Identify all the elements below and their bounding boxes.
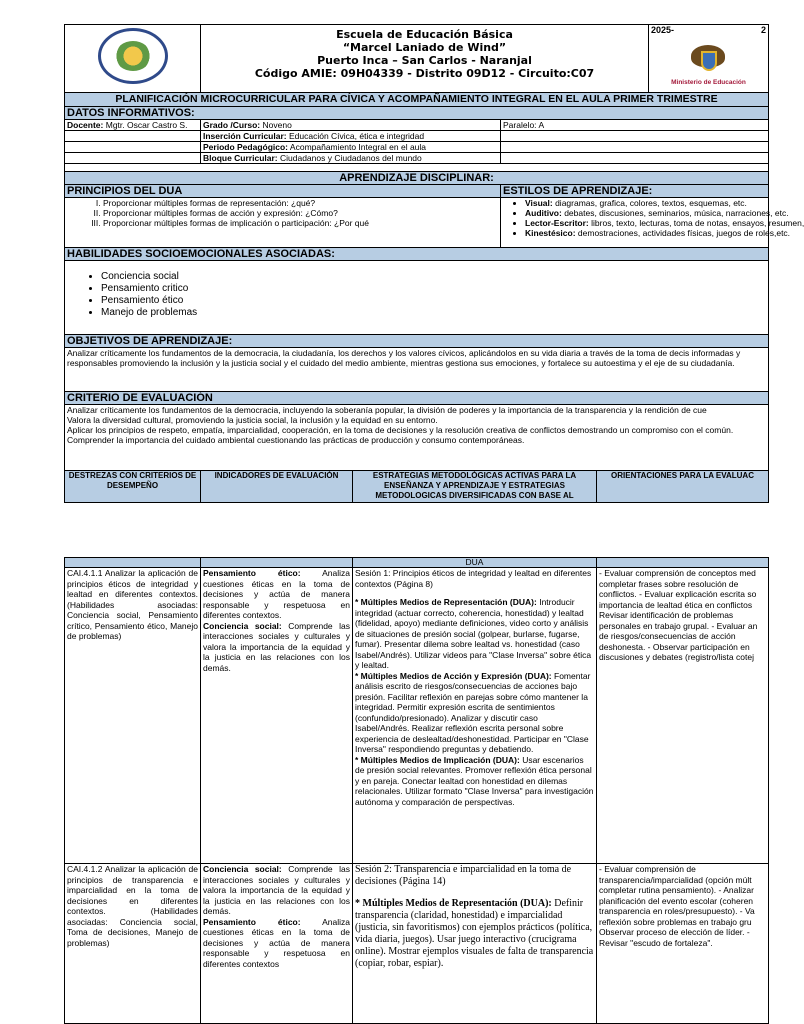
criterio-line: Comprender la importancia del cuidado ambiental cuestionando las prácticas de producción y consumo contemporáneas. <box>67 435 525 445</box>
objetivos-content-row <box>65 348 769 392</box>
estilos-cell <box>501 198 804 248</box>
school-year: 2025- <box>651 25 675 35</box>
criterio-cell <box>65 405 769 471</box>
criterio-line: Analizar críticamente los fundamentos de la democracia, incluyendo la soberanía popular, la división de poderes y la importancia de la transparencia y la rendición de cue <box>67 405 707 415</box>
lesson-row-1 <box>65 568 769 864</box>
col-destrezas: DESTREZAS CON CRITERIOS DE DESEMPEÑO <box>65 471 201 503</box>
sesion-title: Sesión 1: Principios éticos de integridad y lealtad en diferentes contextos (Página 8) <box>355 568 592 589</box>
estrategia-cell: Sesión 1: Principios éticos de integridad y lealtad en diferentes contextos (Página 8) * Múltiples Medios de Representación (DUA): Introducir integridad (actuar correcto, coherencia, honestidad) y lealtad (fidelidad, apoyo) mediante definiciones, video corto y análisis de situaciones de presión social (golpear, burlarse, fugarse, fumar). Presentar dilema sobre lealtad vs. honestidad (caso Isabel/Andrés). Utilizar videos para "Clase Inversa" sobre ética y lealtad. * Múltiples Medios de Acción y Expresión (DUA): Fomentar análisis escrito de riesgos/consecuencias de acciones bajo presión. Facilitar reflexión en parejas sobre cómo mantener la integridad. Permitir expresión escrita de sentimientos (confundido/presionado). Analizar y discutir caso Isabel/Andrés. Realizar reflexión escrita personal sobre experiencia de deslealtad/deshonestidad. Participar en "Clase Inversa" respondiendo preguntas y debatiendo. * Múltiples Medios de Implicación (DUA): Usar escenarios de presión social relevantes. Promover reflexión ética personal y en pareja. Conectar lealtad con honestidad en dilemas relacionales. Utilizar formato "Clase Inversa" para investigación autónoma y comparación de perspectivas. <box>353 568 597 864</box>
lesson-table <box>64 557 769 1024</box>
criterio-line: Valora la diversidad cultural, promoviendo la justicia social, la inclusión y la equidad en su entorno. <box>67 415 438 425</box>
col-estrategias: ESTRATEGIAS METODOLÓGICAS ACTIVAS PARA LA ENSEÑANZA Y APRENDIZAJE Y ESTRATEGIAS METODOLOGICAS DIVERSIFICADAS CON BASE AL <box>353 471 597 503</box>
periodo-row <box>65 142 769 153</box>
principios-list <box>67 198 498 228</box>
ministry-label: Ministerio de Educación <box>671 79 746 86</box>
paralelo-label: Paralelo: <box>503 120 537 130</box>
estilo-item: • Auditivo: debates, discusiones, seminarios, música, narraciones, etc. <box>525 208 766 218</box>
columns-header-row <box>65 471 769 503</box>
habilidades-heading-row <box>65 248 769 261</box>
school-subname: “Marcel Laniado de Wind” <box>342 41 507 54</box>
habilidad-item: • Pensamiento critico <box>101 283 766 295</box>
insercion-row <box>65 131 769 142</box>
habilidades-heading: HABILIDADES SOCIOEMOCIONALES ASOCIADAS: <box>65 248 769 261</box>
columns-table <box>64 470 769 503</box>
sesion-title: Sesión 2: Transparencia e imparcialidad en la toma de decisiones (Página 14) <box>355 864 572 887</box>
estilos-list <box>503 198 804 238</box>
header-row <box>65 25 769 93</box>
principios-cell <box>65 198 501 248</box>
school-seal-icon <box>98 28 168 84</box>
coat-of-arms-icon <box>691 41 727 77</box>
habilidades-list <box>67 271 766 319</box>
bloque-value: Ciudadanos y Ciudadanos del mundo <box>280 153 422 163</box>
objetivos-text: Analizar críticamente los fundamentos de la democracia, la ciudadanía, los derechos y los valores cívicos, aplicándolos en su vida diaria a través de la toma de decis informadas y responsables promoviendo la inclusión y la justicia social y el cuidado del medio ambiente, mientras gestiona sus emociones, y fortalece su autoestima y el eje de su ciudadanía. <box>65 348 769 392</box>
aprendizaje-heading: APRENDIZAJE DISCIPLINAR: <box>65 172 769 185</box>
datos-heading: DATOS INFORMATIVOS: <box>65 107 769 120</box>
school-year-end: 2 <box>760 25 766 35</box>
criterio-line: Aplicar los principios de respeto, empatía, imparcialidad, cooperación, en la toma de decisiones y la resolución creativa de conflictos demostrando un compromiso con el común. <box>67 425 734 435</box>
destreza-cell: CAI.4.1.2 Analizar la aplicación de principios de transparencia e imparcialidad en la toma de decisiones en diferentes contextos. (Habilidades asociadas: Conciencia social, Toma de decisiones, Manejo de problemas) <box>65 864 201 1024</box>
periodo-value: Acompañamiento Integral en el aula <box>289 142 427 152</box>
dua-content-row <box>65 198 769 248</box>
periodo-label: Periodo Pedagógico: <box>203 142 289 152</box>
indicador-cell: Pensamiento ético: Analiza cuestiones éticas en la toma de decisiones y actúa de manera responsable y respetuosa en diferentes contextos. Conciencia social: Comprende las interacciones sociales y culturales y valora la importancia de la equidad y la justicia en las relaciones con los demás. <box>201 568 353 864</box>
col-orientaciones: ORIENTACIONES PARA LA EVALUAC <box>597 471 769 503</box>
bloque-row <box>65 153 769 164</box>
criterio-content-row <box>65 405 769 471</box>
destreza-cell: CAI.4.1.1 Analizar la aplicación de principios éticos de integridad y lealtad en diferentes contextos. (Habilidades asociadas: Conciencia social, Pensamiento crítico, Pensamiento ético, Manejo de problemas) <box>65 568 201 864</box>
plan-title: PLANIFICACIÓN MICROCURRICULAR PARA CÍVICA Y ACOMPAÑAMIENTO INTEGRAL EN EL AULA PRIMER TRIMESTRE <box>65 93 769 107</box>
estrategia-cell: Sesión 2: Transparencia e imparcialidad en la toma de decisiones (Página 14) * Múltiples Medios de Representación (DUA): Definir transparencia (claridad, honestidad) e imparcialidad (justicia, sin favoritismos) con ejemplos prácticos (política, vida diaria, juegos). Usar juego interactivo (crucigrama online). Mostrar ejemplos visuales de falta de transparencia (copiar, robar, espiar). <box>353 864 597 1024</box>
aprendizaje-heading-row <box>65 172 769 185</box>
school-info <box>201 25 649 93</box>
principio-item: II. Proporcionar múltiples formas de acción y expresión: ¿Cómo? <box>103 208 498 218</box>
estilos-heading: ESTILOS DE APRENDIZAJE: <box>501 185 769 198</box>
principio-item: III. Proporcionar múltiples formas de implicación o participación: ¿Por qué <box>103 218 498 228</box>
dua-label-row <box>65 558 769 568</box>
dua-heading-row <box>65 185 769 198</box>
objetivos-heading: OBJETIVOS DE APRENDIZAJE: <box>65 335 769 348</box>
spacer-row <box>65 164 769 172</box>
docente-label: Docente: <box>67 120 104 130</box>
bloque-label: Bloque Curricular: <box>203 153 278 163</box>
planning-sheet <box>64 24 804 1024</box>
estilo-item: • Visual: diagramas, grafica, colores, textos, esquemas, etc. <box>525 198 766 208</box>
school-name: Escuela de Educación Básica <box>336 28 513 41</box>
logo-cell <box>65 25 201 93</box>
docente-value: Mgtr. Oscar Castro S. <box>105 120 188 130</box>
principios-heading: PRINCIPIOS DEL DUA <box>65 185 501 198</box>
orientacion-cell: - Evaluar comprensión de transparencia/imparcialidad (opción múlt completar rutina pensamiento). - Analizar planificación del evento escolar (coheren transparencia en roles/presupuesto). - Va reflexión sobre problemas en trabajo gru Observar proceso de elección de líder. - Revisar "escudo de fortaleza". <box>597 864 769 1024</box>
dua-label: DUA <box>353 558 597 568</box>
grado-label: Grado /Curso: <box>203 120 261 130</box>
principio-item: I. Proporcionar múltiples formas de representación: ¿qué? <box>103 198 498 208</box>
lesson-row-2 <box>65 864 769 1024</box>
title-row <box>65 93 769 107</box>
indicador-cell: Conciencia social: Comprende las interacciones sociales y culturales y valora la importancia de la equidad y la justicia en las relaciones con los demás. Pensamiento ético: Analiza cuestiones éticas en la toma de decisiones y actúa de manera responsable y respetuosa en diferentes contextos <box>201 864 353 1024</box>
header-table <box>64 24 804 471</box>
estilo-item: • Kinestésico: demostraciones, actividades físicas, juegos de roles,etc. <box>525 228 766 238</box>
habilidades-cell <box>65 261 769 335</box>
docente-row <box>65 120 769 131</box>
habilidades-content-row <box>65 261 769 335</box>
insercion-label: Inserción Curricular: <box>203 131 287 141</box>
school-code: Código AMIE: 09H04339 - Distrito 09D12 - Circuito:C07 <box>254 67 595 80</box>
criterio-heading: CRITERIO DE EVALUACIÓN <box>65 392 769 405</box>
habilidad-item: • Conciencia social <box>101 271 766 283</box>
school-location: Puerto Inca – San Carlos - Naranjal <box>317 54 532 67</box>
criterio-heading-row <box>65 392 769 405</box>
col-indicadores: INDICADORES DE EVALUACIÓN <box>201 471 353 503</box>
estilo-item: • Lector-Escritor: libros, texto, lecturas, toma de notas, ensayos, resumen, <box>525 218 766 228</box>
objetivos-heading-row <box>65 335 769 348</box>
ministry-cell <box>649 25 769 93</box>
datos-heading-row <box>65 107 769 120</box>
habilidad-item: • Pensamiento ético <box>101 295 766 307</box>
paralelo-value: A <box>538 120 545 130</box>
orientacion-cell: - Evaluar comprensión de conceptos med completar frases sobre resolución de conflictos. - Evaluar explicación escrita so importancia de lealtad ética en conflictos Revisar identificación de problemas personales en trabajo grupal. - Evaluar an de riesgos/consecuencias de acción deshonesta. - Observar participación en discusiones y debates (registro/lista cotej <box>597 568 769 864</box>
insercion-value: Educación Cívica, ética e integridad <box>288 131 425 141</box>
grado-value: Noveno <box>262 120 292 130</box>
habilidad-item: • Manejo de problemas <box>101 307 766 319</box>
